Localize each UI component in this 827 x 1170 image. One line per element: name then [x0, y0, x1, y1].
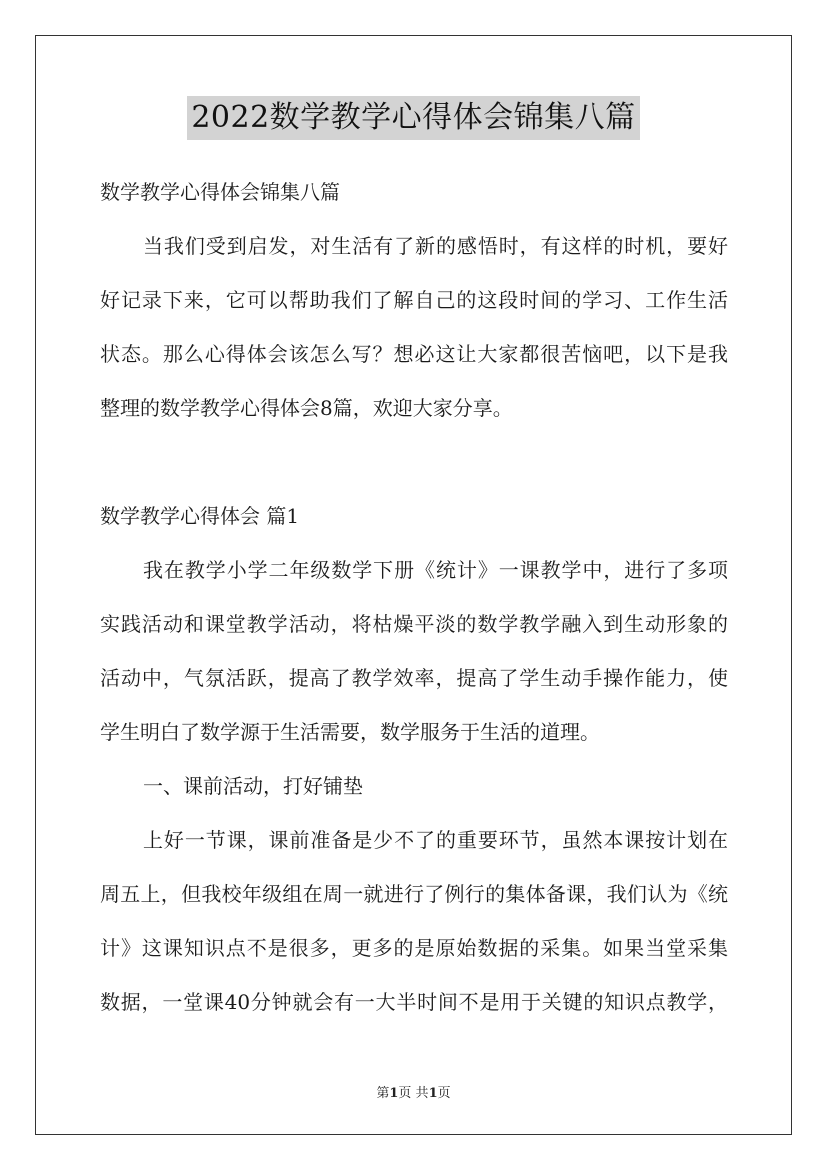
footer-mid: 页 共 — [398, 1086, 429, 1101]
document-body — [100, 165, 728, 1029]
paragraph-line: 实践活动和课堂教学活动，将枯燥平淡的数学教学融入到生动形象的 — [100, 612, 728, 636]
page-footer — [0, 1082, 827, 1101]
paragraph-line: 周五上，但我校年级组在周一就进行了例行的集体备课，我们认为《统 — [100, 882, 728, 906]
spacer — [100, 435, 728, 489]
page-total: 1 — [428, 1086, 438, 1101]
intro-line: 当我们受到启发，对生活有了新的感悟时，有这样的时机，要好 — [143, 234, 728, 258]
intro-line: 好记录下来，它可以帮助我们了解自己的这段时间的学习、工作生活 — [100, 288, 728, 312]
intro-line: 状态。那么心得体会该怎么写？想必这让大家都很苦恼吧，以下是我 — [100, 342, 728, 366]
paragraph-line: 计》这课知识点不是很多，更多的是原始数据的采集。如果当堂采集 — [100, 936, 728, 960]
intro-line: 整理的数学教学心得体会8篇，欢迎大家分享。 — [100, 396, 513, 420]
subtitle: 数学教学心得体会锦集八篇 — [100, 180, 340, 204]
paragraph-line: 上好一节课，课前准备是少不了的重要环节，虽然本课按计划在 — [143, 828, 728, 852]
title-container — [0, 96, 827, 140]
paragraph-line: 学生明白了数学源于生活需要，数学服务于生活的道理。 — [100, 720, 600, 744]
footer-prefix: 第 — [376, 1086, 390, 1101]
page-number: 1 — [389, 1086, 399, 1101]
paragraph-line: 数据，一堂课40分钟就会有一大半时间不是用于关键的知识点教学， — [100, 990, 728, 1014]
sub-heading: 一、课前活动，打好铺垫 — [143, 774, 363, 798]
paragraph-line: 我在教学小学二年级数学下册《统计》一课教学中，进行了多项 — [143, 558, 728, 582]
footer-suffix: 页 — [437, 1086, 451, 1101]
paragraph-line: 活动中，气氛活跃，提高了教学效率，提高了学生动手操作能力，使 — [100, 666, 728, 690]
document-title: 2022数学教学心得体会锦集八篇 — [187, 96, 639, 140]
section-heading: 数学教学心得体会 篇1 — [100, 504, 300, 528]
